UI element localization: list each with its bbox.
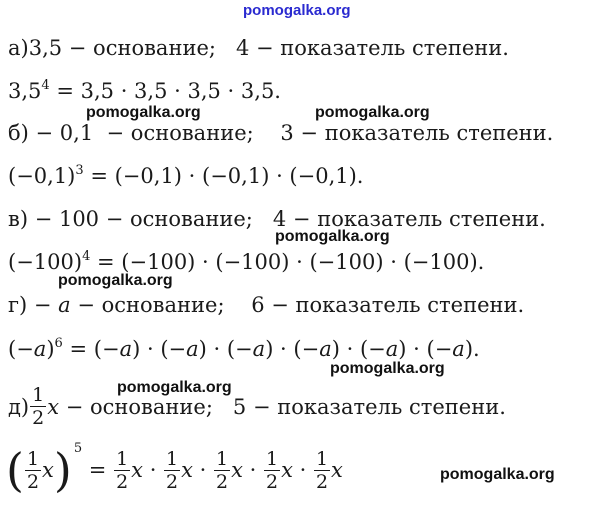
fraction-numerator: 1 [216,447,229,470]
item-a-definition [8,35,509,61]
item-c-rest: = (−100) · (−100) · (−100) · (−100). [90,250,485,274]
fraction-numerator: 1 [265,447,279,470]
watermark: pomogalka.org [275,228,390,245]
fraction-denominator: 2 [216,470,229,493]
item-a-rest: = 3,5 · 3,5 · 3,5 · 3,5. [49,79,281,103]
fraction-denominator: 2 [265,470,279,493]
item-e-exponent: 5 [73,440,83,456]
watermark: pomogalka.org [330,360,445,377]
item-d-var: a [252,337,266,361]
fraction-denominator: 2 [315,470,329,493]
watermark: pomogalka.org [440,466,555,483]
item-b-expansion [8,163,363,189]
fraction [25,448,41,493]
fraction [30,384,46,429]
equals-sign: = [82,458,114,482]
fraction-denominator: 2 [32,407,45,429]
item-b-base: (−0,1) [8,164,76,188]
item-a-exponent: 4 [41,78,50,93]
fraction-denominator: 2 [116,470,129,493]
item-c-text: − 100 − основание; 4 − показатель степени. [28,207,546,231]
watermark: pomogalka.org [86,104,201,121]
watermark: pomogalka.org [58,272,173,289]
dot: · [143,458,164,482]
item-d-minus: − [27,293,59,317]
dot: · [292,458,313,482]
right-paren: ) [53,443,72,497]
fraction [114,448,130,493]
watermark-top: pomogalka.org [243,2,351,19]
item-b-definition [8,120,553,146]
item-e-var: x [42,458,54,482]
fraction [314,448,330,493]
fraction-denominator: 2 [26,470,40,493]
fraction-numerator: 1 [315,447,329,470]
item-e-expansion [6,440,343,497]
item-c-label: в) [8,207,29,231]
item-a-expansion [8,78,281,104]
item-c-exponent: 4 [82,249,91,264]
item-d-var: a [58,293,71,317]
item-c-expansion [8,249,484,275]
item-d-var: a [385,337,399,361]
item-d-label: г) [8,293,28,317]
item-d-var: a [33,337,47,361]
item-e-var: x [181,458,193,482]
item-d-var: a [452,337,465,361]
fraction-numerator: 1 [116,447,129,470]
item-b-label: б) [8,121,29,145]
item-d-text: − основание; 6 − показатель степени. [70,293,525,317]
item-e-var: x [131,458,144,482]
item-d-var: a [119,337,133,361]
item-e-var: x [47,394,60,419]
fraction-denominator: 2 [166,470,179,493]
left-paren: ( [6,443,24,497]
fraction-numerator: 1 [166,447,179,470]
item-e-var: x [331,458,343,482]
item-d-exponent: 6 [54,336,63,351]
item-c-base: (−100) [8,250,83,274]
item-e-var: x [281,458,293,482]
dot: · [192,458,214,482]
item-e-var: x [231,458,243,482]
dot: · [242,458,263,482]
item-a-base: 3,5 [8,79,42,103]
item-a-label: а) [8,36,29,60]
item-e-definition [8,384,506,429]
item-b-exponent: 3 [75,163,84,178]
item-d-var: a [186,337,199,361]
item-e-label: д) [8,394,30,419]
item-d-expansion: $(-a)^6 = (-a) \cdot (-a) \cdot (-a) \cdot (-a) \cdot (-a) \cdot (-a)$. [8,336,480,361]
fraction [164,448,180,493]
fraction-numerator: 1 [26,447,40,470]
watermark: pomogalka.org [117,379,232,396]
item-b-rest: = (−0,1) · (−0,1) · (−0,1). [83,164,364,188]
watermark: pomogalka.org [315,104,430,121]
item-c-definition [8,206,546,232]
item-e-text: − основание; 5 − показатель степени. [59,394,506,419]
item-a-text: 3,5 − основание; 4 − показатель степени. [28,36,509,60]
item-d-var: a [319,337,332,361]
item-b-text: − 0,1 − основание; 3 − показатель степени. [28,121,554,145]
fraction [214,448,230,493]
fraction [264,448,280,493]
item-d-definition [8,292,524,318]
fraction-numerator: 1 [32,384,45,406]
